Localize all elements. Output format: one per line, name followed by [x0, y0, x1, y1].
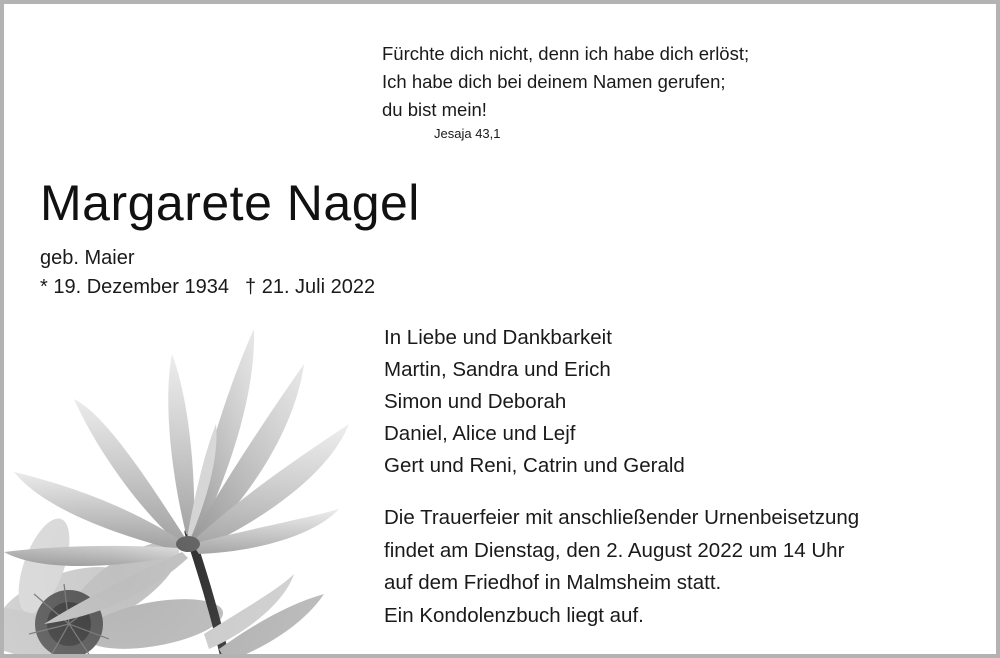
service-line: Ein Kondolenzbuch liegt auf.: [384, 603, 644, 627]
verse-line: Fürchte dich nicht, denn ich habe dich erlöst;: [382, 43, 750, 64]
mourners-line: Daniel, Alice und Lejf: [384, 422, 576, 445]
verse-line: Ich habe dich bei deinem Namen gerufen;: [382, 71, 726, 92]
mourners-line: Simon und Deborah: [384, 390, 567, 413]
mourners-list: [384, 322, 685, 482]
flower-photo-icon: [4, 304, 384, 658]
death-date: † 21. Juli 2022: [245, 276, 376, 298]
service-line: findet am Dienstag, den 2. August 2022 um 14 Uhr: [384, 538, 845, 562]
verse-reference: Jesaja 43,1: [434, 126, 501, 141]
service-line: auf dem Friedhof in Malmsheim statt.: [384, 571, 722, 594]
mourners-line: Gert und Reni, Catrin und Gerald: [384, 454, 685, 477]
life-dates: [40, 276, 375, 299]
bible-verse: [382, 40, 749, 124]
birth-date: * 19. Dezember 1934: [40, 276, 230, 298]
mourners-line: In Liebe und Dankbarkeit: [384, 326, 612, 349]
deceased-name: Margarete Nagel: [40, 175, 420, 231]
service-line: Die Trauerfeier mit anschließender Urnenbeisetzung: [384, 506, 860, 529]
verse-line: du bist mein!: [382, 99, 487, 120]
funeral-service-info: [384, 502, 859, 632]
mourners-line: Martin, Sandra und Erich: [384, 358, 611, 381]
birth-name: geb. Maier: [40, 247, 135, 269]
